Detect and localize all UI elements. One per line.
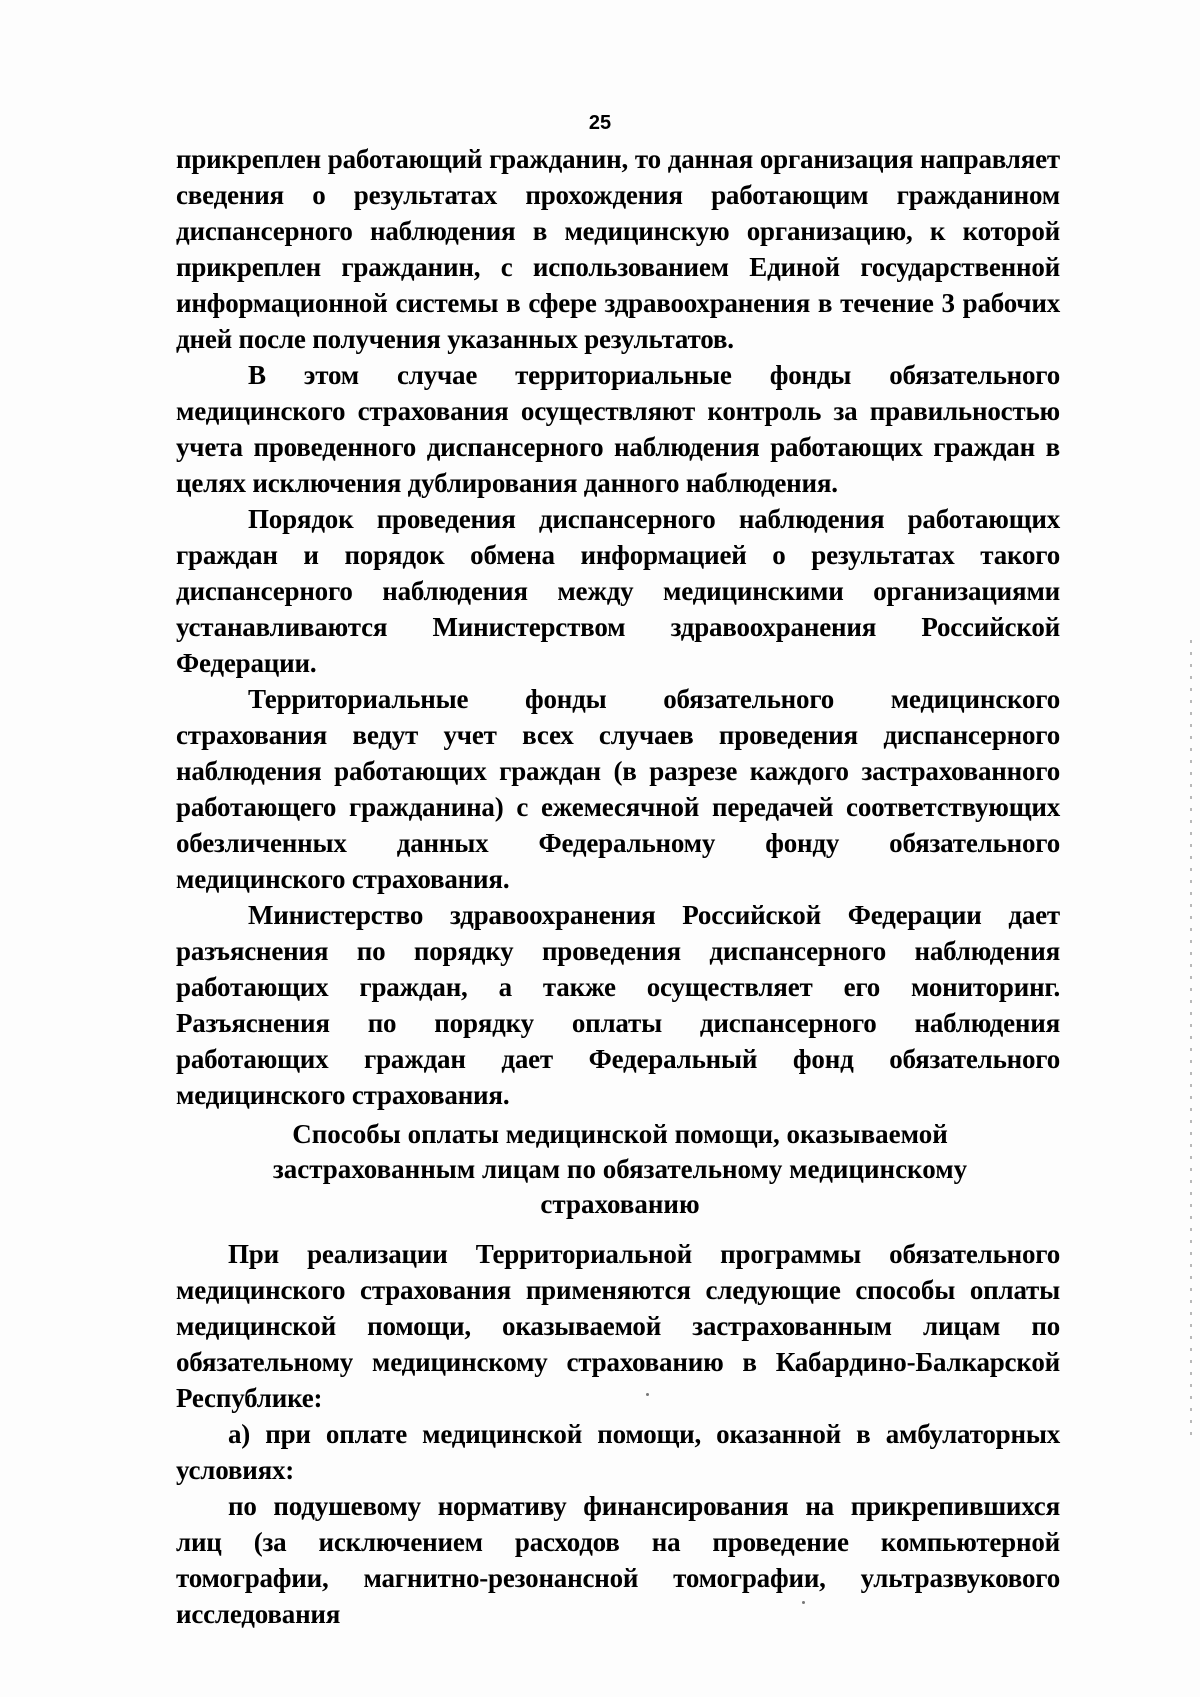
paragraph-payment-intro: При реализации Территориальной программы обязательного медицинского страхования применяются следующие способы оплаты медицинской помощи, оказываемой застрахованным лицам по обязательному медицинскому страхованию в Кабардино-Балкарской Республике:	[176, 1239, 1060, 1413]
scan-edge-artifact	[1190, 640, 1192, 1440]
heading-line-3: страхованию	[540, 1189, 700, 1219]
section-payment-methods	[176, 1236, 1060, 1632]
paragraph-ministry: Министерство здравоохранения Российской Федерации дает разъяснения по порядку проведения диспансерного наблюдения работающих граждан, а также осуществляет его мониторинг. Разъяснения по порядку оплаты диспансерного наблюдения работающих граждан дает Федеральный фонд обязательного медицинского страхования.	[176, 900, 1060, 1110]
paragraph-continuation: прикреплен работающий гражданин, то данная организация направляет сведения о результатах прохождения работающим гражданином диспансерного наблюдения в медицинскую организацию, к которой прикреплен гражданин, с использованием Единой государственной информационной системы в сфере здравоохранения в течение 3 рабочих дней после получения указанных результатов.	[176, 144, 1060, 354]
paragraph-outpatient: а) при оплате медицинской помощи, оказанной в амбулаторных условиях:	[176, 1419, 1060, 1485]
paragraph-per-capita: по подушевому нормативу финансирования на прикрепившихся лиц (за исключением расходов на проведение компьютерной томографии, магнитно-резонансной томографии, ультразвукового исследования	[176, 1491, 1060, 1629]
paragraph-procedure: Порядок проведения диспансерного наблюдения работающих граждан и порядок обмена информацией о результатах такого диспансерного наблюдения между медицинскими организациями устанавливаются Министерством здравоохранения Российской Федерации.	[176, 504, 1060, 678]
section-continuation	[176, 141, 1060, 1113]
section-heading	[220, 1117, 1020, 1222]
paragraph-accounting: Территориальные фонды обязательного медицинского страхования ведут учет всех случаев проведения диспансерного наблюдения работающих граждан (в разрезе каждого застрахованного работающего гражданина) с ежемесячной передачей соответствующих обезличенных данных Федеральному фонду обязательного медицинского страхования.	[176, 684, 1060, 894]
scan-speck	[646, 1393, 649, 1396]
heading-line-1: Способы оплаты медицинской помощи, оказываемой	[292, 1119, 948, 1149]
heading-line-2: застрахованным лицам по обязательному медицинскому	[272, 1154, 968, 1184]
page-number: 25	[588, 112, 612, 134]
paragraph-fund-control: В этом случае территориальные фонды обязательного медицинского страхования осуществляют контроль за правильностью учета проведенного диспансерного наблюдения работающих граждан в целях исключения дублирования данного наблюдения.	[176, 360, 1060, 498]
scan-speck	[802, 1601, 805, 1604]
